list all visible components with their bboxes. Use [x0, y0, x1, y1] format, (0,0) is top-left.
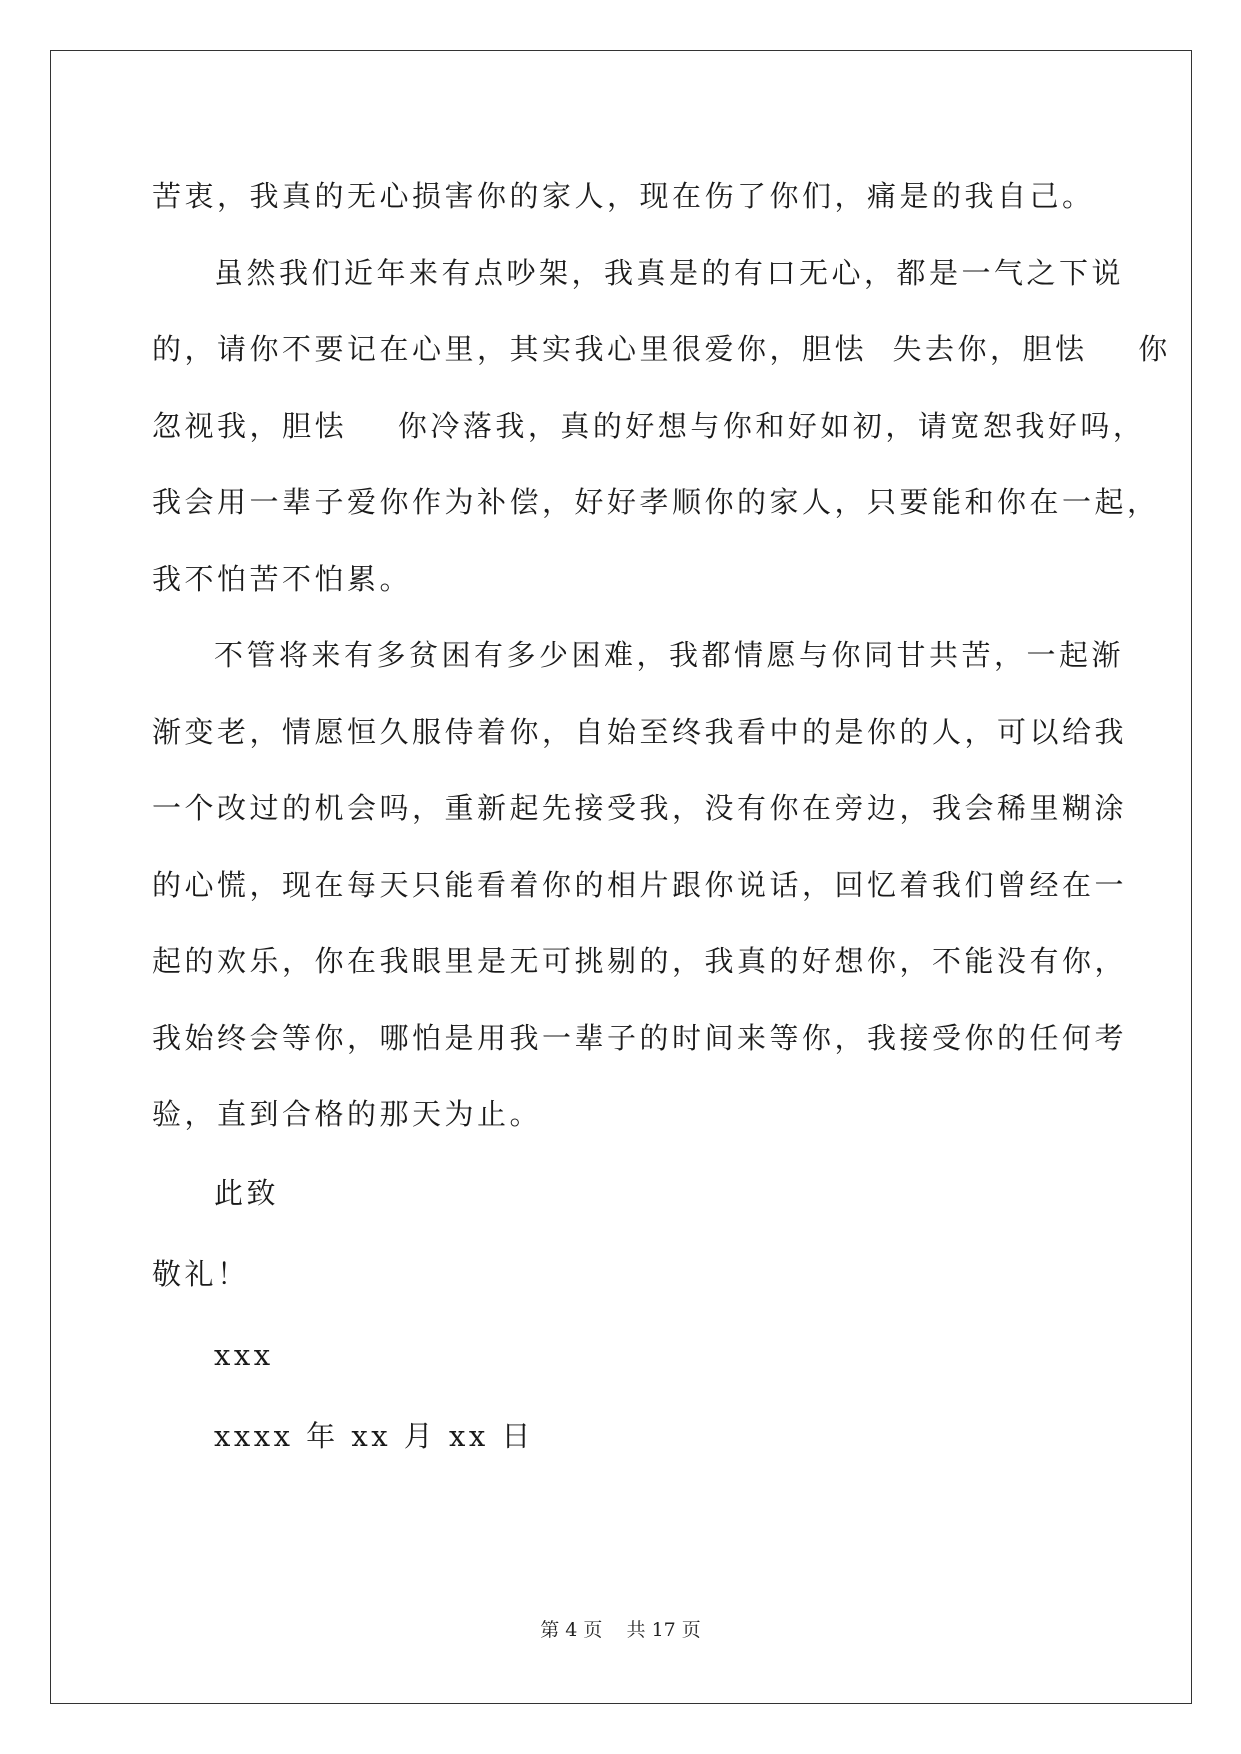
page-number-footer: 第 4 页 共 17 页	[540, 1619, 701, 1641]
letter-line: 不管将来有多贫困有多少困难，我都情愿与你同甘共苦，一起渐	[214, 638, 1125, 672]
letter-line: 我会用一辈子爱你作为补偿，好好孝顺你的家人，只要能和你在一起，	[152, 485, 1160, 519]
letter-line: 苦衷，我真的无心损害你的家人，现在伤了你们，痛是的我自己。	[152, 179, 1095, 213]
letter-line: 起的欢乐，你在我眼里是无可挑剔的，我真的好想你，不能没有你，	[152, 944, 1128, 978]
letter-line: 验，直到合格的那天为止。	[152, 1097, 543, 1131]
letter-date: xxxx 年 xx 月 xx 日	[214, 1418, 534, 1453]
letter-line: 忽视我，胆怯 你冷落我，真的好想与你和好如初，请宽恕我好吗，	[152, 408, 1146, 443]
letter-line: 的，请你不要记在心里，其实我心里很爱你，胆怯 失去你，胆怯 你	[152, 332, 1171, 366]
letter-line: 一个改过的机会吗，重新起先接受我，没有你在旁边，我会稀里糊涂	[152, 791, 1128, 825]
letter-line: 虽然我们近年来有点吵架，我真是的有口无心，都是一气之下说	[214, 255, 1125, 290]
letter-line: 我始终会等你，哪怕是用我一辈子的时间来等你，我接受你的任何考	[152, 1020, 1128, 1055]
letter-signature: xxx	[214, 1337, 274, 1372]
letter-body	[152, 158, 1171, 1477]
letter-line: 渐变老，情愿恒久服侍着你，自始至终我看中的是你的人，可以给我	[152, 714, 1128, 749]
letter-salutation: 敬礼！	[152, 1256, 250, 1291]
letter-closing: 此致	[214, 1175, 280, 1210]
letter-line: 的心慌，现在每天只能看着你的相片跟你说话，回忆着我们曾经在一	[152, 867, 1128, 902]
letter-line: 我不怕苦不怕累。	[152, 561, 413, 596]
